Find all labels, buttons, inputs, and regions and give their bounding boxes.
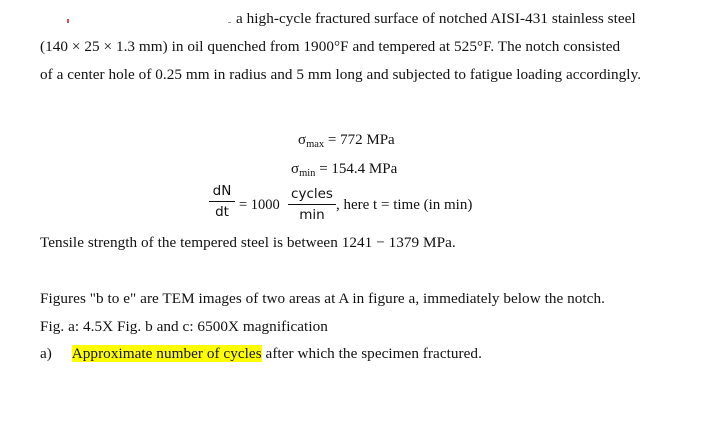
fraction-dn-numerator: dN	[212, 183, 232, 199]
fraction-cycles-min	[288, 186, 336, 223]
tensile-strength-line: Tensile strength of the tempered steel is between 1241 − 1379 MPa.	[40, 234, 456, 251]
fraction-min-denominator: min	[299, 207, 325, 223]
paragraph-line-1: a high-cycle fractured surface of notched AISI-431 stainless steel	[236, 10, 636, 27]
paragraph-line-3: of a center hole of 0.25 mm in radius and 5 mm long and subjected to fatigue loading accordingly.	[40, 66, 642, 83]
equation-rate-equals: = 1000	[239, 197, 280, 213]
figures-description-line: Figures "b to e" are TEM images of two areas at A in figure a, immediately below the notch.	[40, 290, 605, 307]
question-a	[40, 345, 482, 363]
paragraph-line-2: (140 × 25 × 1.3 mm) in oil quenched from 1900°F and tempered at 525°F. The notch consisted	[40, 38, 621, 55]
equation-sigma-max	[298, 131, 395, 151]
question-highlighted-text: Approximate number of cycles	[71, 345, 262, 362]
fraction-dt-denominator: dt	[215, 204, 229, 220]
question-label: a)	[40, 345, 52, 362]
fraction-dn-bar	[209, 201, 235, 202]
stray-red-mark	[67, 19, 69, 23]
stray-gray-mark	[228, 22, 231, 23]
question-rest-text: after which the specimen fractured.	[261, 345, 482, 362]
equation-sigma-min	[291, 160, 397, 180]
sigma-max-subscript: max	[306, 139, 325, 150]
fraction-cycles-numerator: cycles	[291, 186, 333, 202]
fraction-cycles-bar	[288, 204, 336, 205]
equation-rate-note: , here t = time (in min)	[336, 197, 473, 213]
sigma-min-value: = 154.4 MPa	[319, 161, 398, 177]
magnification-line: Fig. a: 4.5X Fig. b and c: 6500X magnification	[40, 318, 328, 335]
sigma-min-subscript: min	[299, 168, 316, 179]
sigma-max-symbol: σ	[298, 132, 307, 148]
fraction-dn-dt	[209, 183, 235, 220]
sigma-min-symbol: σ	[291, 161, 300, 177]
sigma-max-value: = 772 MPa	[327, 132, 395, 148]
